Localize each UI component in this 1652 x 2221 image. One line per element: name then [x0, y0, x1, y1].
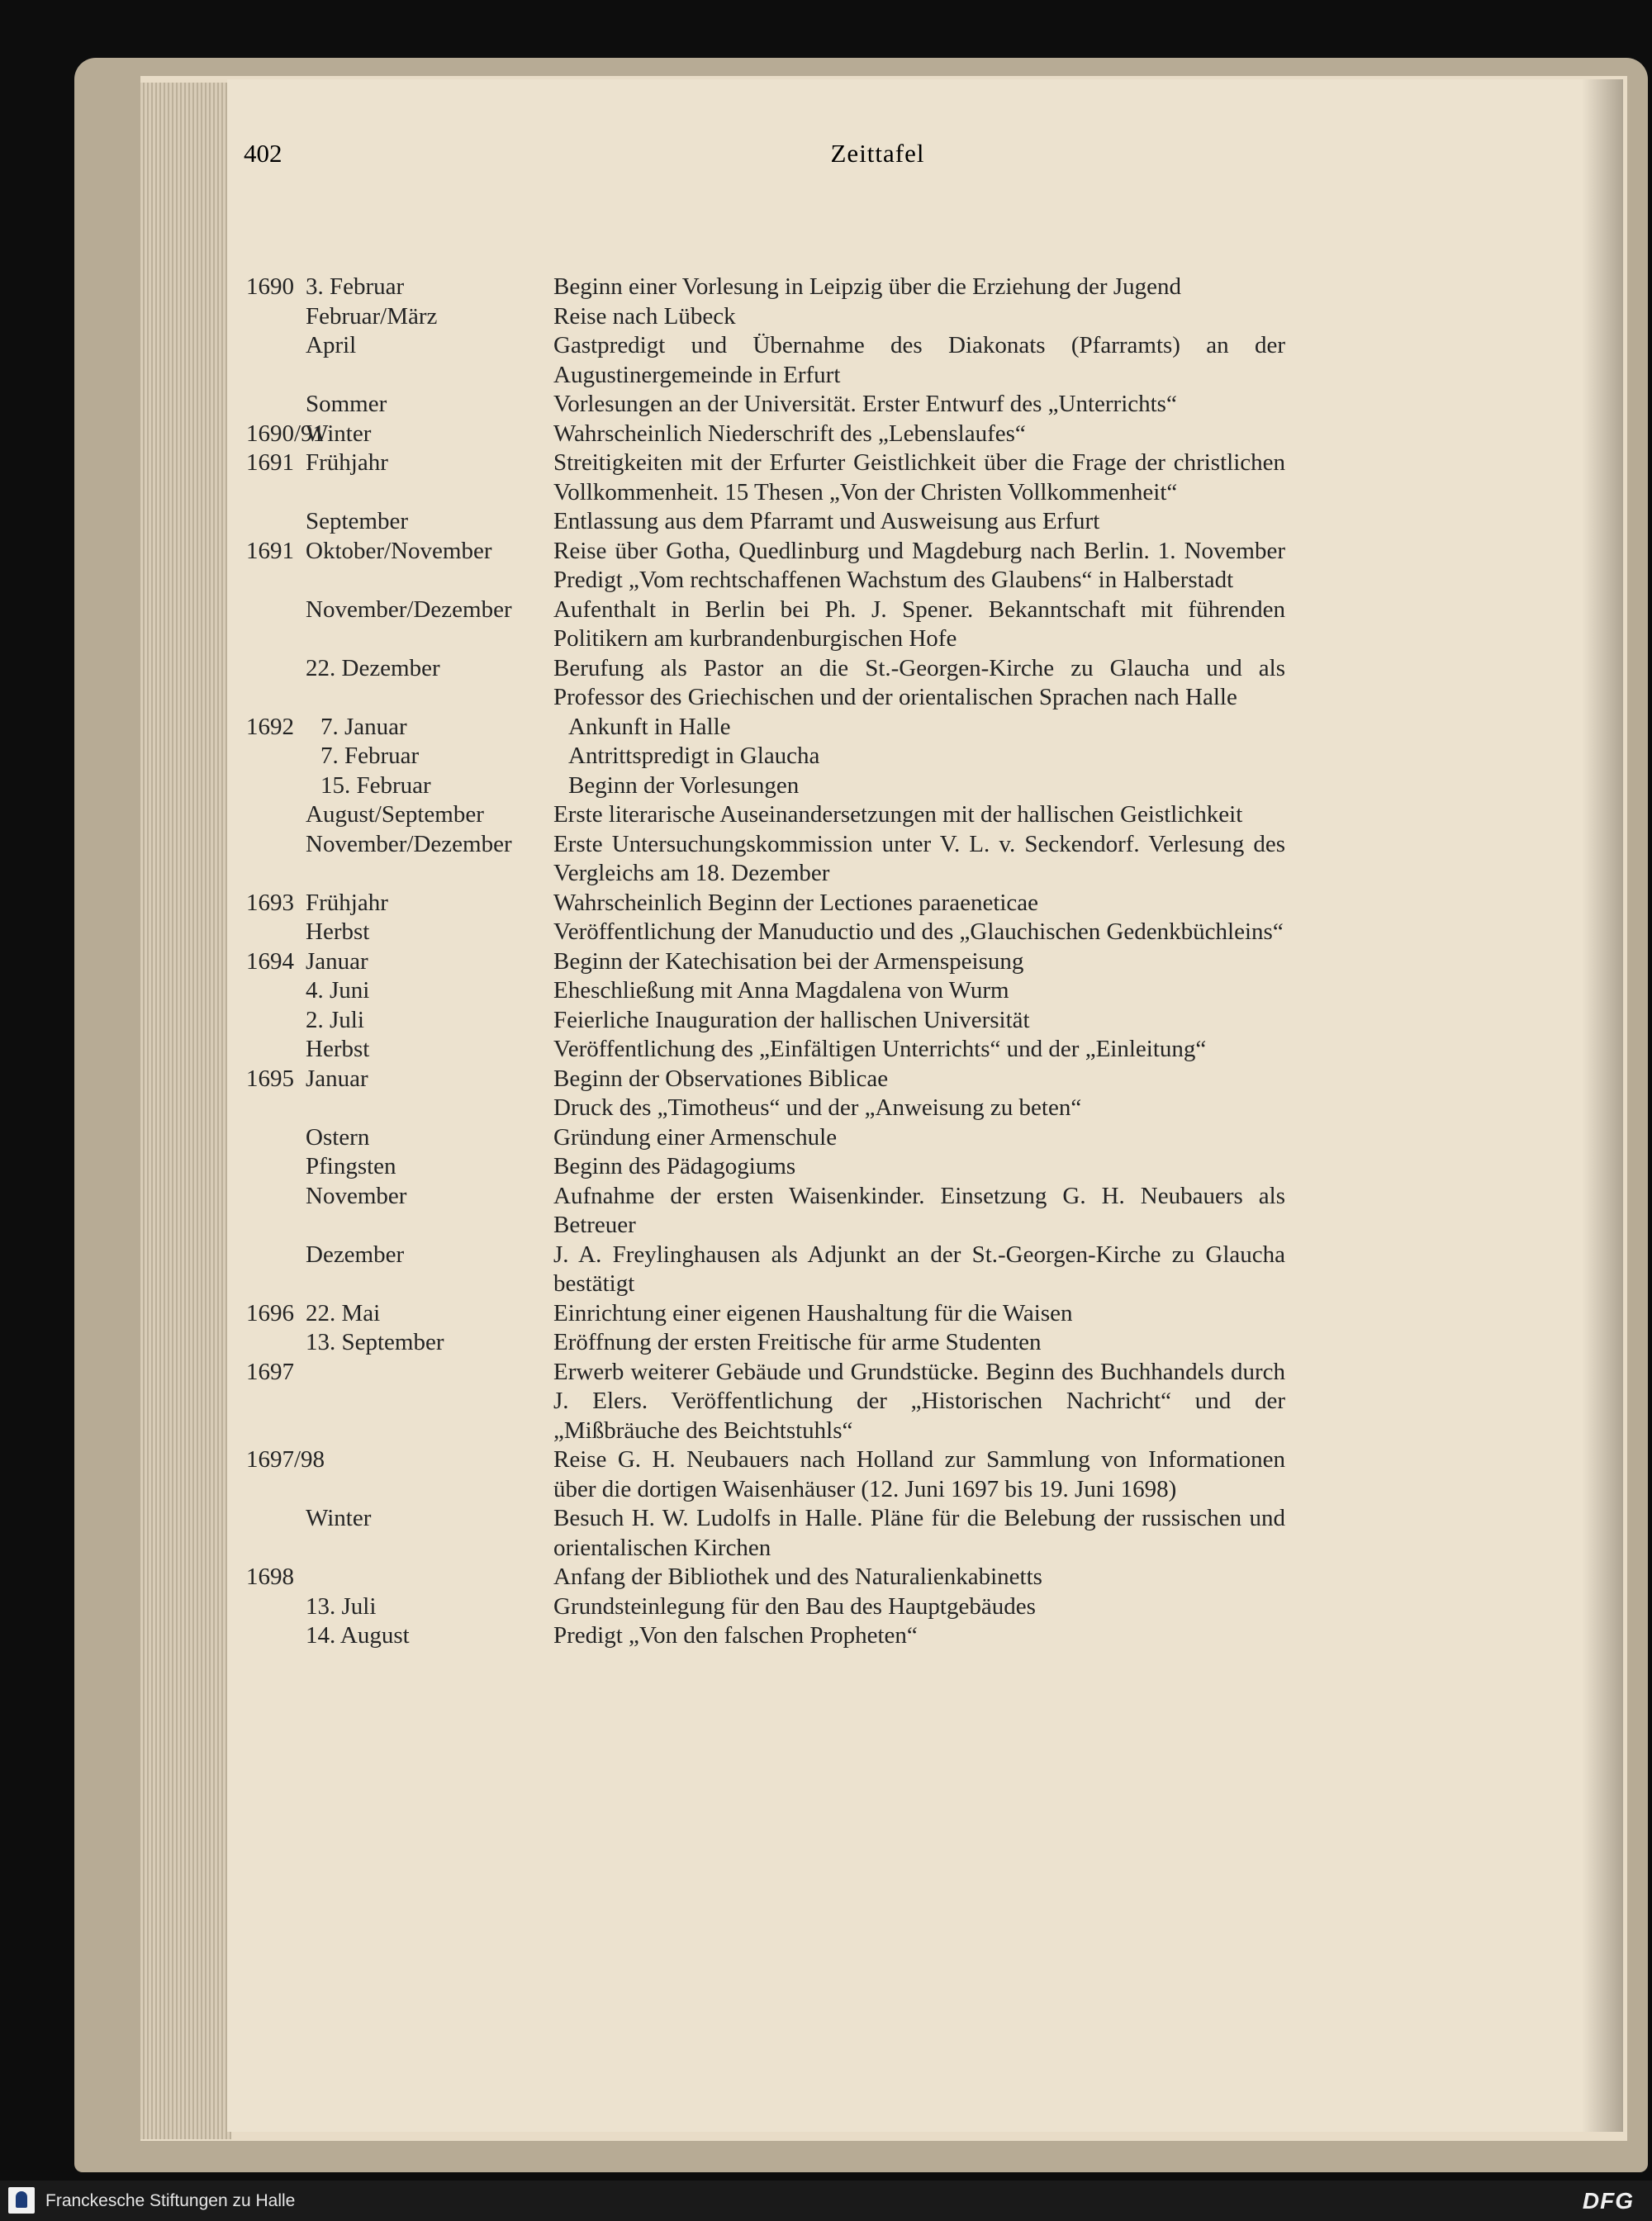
- gutter-shadow: [1582, 79, 1623, 2132]
- entry-date: Winter: [306, 420, 372, 447]
- entry-date: 22. Mai: [306, 1299, 381, 1326]
- entry-text: Gastpredigt und Übernahme des Diakonats (Pfarramts) an der Augustinergemeinde in Erfurt: [553, 332, 1285, 388]
- entry-date: Februar/März: [306, 302, 438, 330]
- entry-date: Sommer: [306, 391, 387, 417]
- timeline-entry: [246, 800, 1518, 830]
- entry-year: [246, 1621, 306, 1651]
- entry-year: 1698: [246, 1564, 294, 1590]
- entry-year: 1690: [246, 273, 294, 300]
- entry-year: 1693: [246, 889, 294, 916]
- entry-text: Aufnahme der ersten Waisenkinder. Einsetzung G. H. Neubauers als Betreuer: [553, 1182, 1285, 1238]
- entry-date: 2. Juli: [306, 1006, 364, 1033]
- timeline-entry: [246, 1241, 1518, 1299]
- entry-text: Berufung als Pastor an die St.-Georgen-Kirche zu Glaucha und als Professor des Griechischen und der orientalischen Sprachen nach Halle: [553, 654, 1285, 710]
- timeline-entry: [246, 918, 1518, 947]
- entry-text: Streitigkeiten mit der Erfurter Geistlichkeit über die Frage der christlichen Vollkommenheit. 15 Thesen „Von der Christen Vollkommenheit“: [553, 449, 1285, 505]
- page-header: [244, 139, 1512, 178]
- entry-date: [306, 1094, 553, 1123]
- entry-text: Reise über Gotha, Quedlinburg und Magdeburg nach Berlin. 1. November Predigt „Vom rechtschaffenen Wachstum des Glaubens“ in Halberstadt: [553, 537, 1285, 593]
- entry-date: 13. September: [306, 1329, 444, 1355]
- entry-date: November: [306, 1182, 407, 1209]
- timeline-entry: [246, 420, 1518, 449]
- timeline-entry: [246, 771, 1518, 801]
- timeline-entry: [246, 1328, 1518, 1358]
- entry-text: Aufenthalt in Berlin bei Ph. J. Spener. Bekanntschaft mit führenden Politikern am kurbrandenburgischen Hofe: [553, 596, 1285, 652]
- entry-text: Entlassung aus dem Pfarramt und Ausweisung aus Erfurt: [553, 508, 1100, 534]
- entry-text: Anfang der Bibliothek und des Naturalienkabinetts: [553, 1564, 1042, 1590]
- logo-shape-icon: [16, 2191, 27, 2208]
- entry-year: [246, 1182, 306, 1241]
- entry-text: Erwerb weiterer Gebäude und Grundstücke. Beginn des Buchhandels durch J. Elers. Veröffentlichung der „Historischen Nachricht“ und der „Mißbräuche des Beichtstuhls“: [553, 1358, 1285, 1444]
- entry-year: [246, 1504, 306, 1563]
- timeline-entry: [246, 976, 1518, 1006]
- timeline-entry: [246, 742, 1518, 771]
- entry-year: [246, 976, 306, 1006]
- page-number: 402: [244, 139, 282, 168]
- entry-text: Grundsteinlegung für den Bau des Hauptgebäudes: [553, 1592, 1036, 1620]
- entry-text: Reise nach Lübeck: [553, 302, 736, 330]
- timeline-entry: [246, 331, 1518, 390]
- timeline-entry: [246, 302, 1518, 332]
- timeline-entry: [246, 947, 1518, 977]
- timeline-entry: [246, 1035, 1518, 1065]
- entry-text: Erste literarische Auseinandersetzungen mit der hallischen Geistlichkeit: [553, 801, 1243, 828]
- timeline-entry: [246, 1358, 1518, 1446]
- entry-date: 7. Januar: [320, 713, 407, 740]
- timeline-entry: [246, 1182, 1518, 1241]
- entry-text: Gründung einer Armenschule: [553, 1123, 838, 1151]
- timeline-entry: [246, 273, 1518, 302]
- entry-year: 1694: [246, 947, 294, 975]
- entry-date: 14. August: [306, 1622, 410, 1649]
- entry-text: Einrichtung einer eigenen Haushaltung für die Waisen: [553, 1299, 1073, 1326]
- entry-year: [246, 830, 306, 889]
- entry-date: Januar: [306, 1065, 368, 1092]
- entry-text: Besuch H. W. Ludolfs in Halle. Pläne für die Belebung der russischen und orientalischen Kirchen: [553, 1505, 1285, 1561]
- entry-year: 1697: [246, 1358, 294, 1385]
- institution-name: Franckesche Stiftungen zu Halle: [45, 2191, 296, 2210]
- entry-year: [246, 1094, 306, 1123]
- entry-year: [246, 1592, 306, 1622]
- entry-date: [306, 1563, 553, 1592]
- entry-year: [246, 771, 306, 801]
- entry-date: Ostern: [306, 1123, 370, 1151]
- entry-text: Eröffnung der ersten Freitische für arme Studenten: [553, 1329, 1042, 1355]
- entry-year: [246, 742, 306, 771]
- entry-text: Feierliche Inauguration der hallischen Universität: [553, 1006, 1030, 1033]
- timeline-entry: [246, 1445, 1518, 1504]
- entry-date: Januar: [306, 947, 368, 975]
- timeline-entry: [246, 1094, 1518, 1123]
- entry-text: Veröffentlichung des „Einfältigen Unterrichts“ und der „Einleitung“: [553, 1036, 1207, 1062]
- entry-text: Beginn der Vorlesungen: [568, 771, 800, 799]
- entry-text: Predigt „Von den falschen Propheten“: [553, 1622, 918, 1649]
- entry-year: 1691: [246, 537, 294, 564]
- entry-date: November/Dezember: [306, 596, 512, 623]
- entry-text: Beginn des Pädagogiums: [553, 1153, 796, 1179]
- entry-date: 4. Juni: [306, 977, 370, 1004]
- entry-date: Herbst: [306, 918, 370, 945]
- entry-date: [306, 1358, 553, 1446]
- entry-text: Beginn der Katechisation bei der Armenspeisung: [553, 947, 1024, 975]
- entry-year: [246, 596, 306, 654]
- entry-text: Erste Untersuchungskommission unter V. L. v. Seckendorf. Verlesung des Vergleichs am 18. Dezember: [553, 830, 1285, 886]
- entry-text: Beginn der Observationes Biblicae: [553, 1065, 889, 1092]
- timeline-entry: [246, 830, 1518, 889]
- entry-year: 1696: [246, 1299, 294, 1326]
- entry-text: Beginn einer Vorlesung in Leipzig über die Erziehung der Jugend: [553, 273, 1181, 300]
- timeline-entry: [246, 596, 1518, 654]
- timeline-entry: [246, 1299, 1518, 1329]
- entry-year: [246, 1006, 306, 1036]
- timeline-entry: [246, 1563, 1518, 1592]
- entry-year: 1695: [246, 1065, 294, 1092]
- timeline-entry: [246, 654, 1518, 713]
- entry-year: [246, 302, 306, 332]
- entry-text: Reise G. H. Neubauers nach Holland zur Sammlung von Informationen über die dortigen Waisenhäuser (12. Juni 1697 bis 19. Juni 1698): [553, 1446, 1285, 1502]
- timeline-entry: [246, 1504, 1518, 1563]
- timeline-entry: [246, 713, 1518, 743]
- entry-year: [246, 654, 306, 713]
- timeline-entry: [246, 1621, 1518, 1651]
- entry-date: August/September: [306, 801, 484, 828]
- timeline-entry: [246, 1592, 1518, 1622]
- entry-text: Druck des „Timotheus“ und der „Anweisung zu beten“: [553, 1094, 1082, 1121]
- timeline-entry: [246, 1152, 1518, 1182]
- entry-date: Pfingsten: [306, 1153, 396, 1179]
- entry-year: 1690/91: [246, 420, 325, 447]
- entry-date: Winter: [306, 1505, 372, 1531]
- entry-year: [246, 507, 306, 537]
- entry-text: Eheschließung mit Anna Magdalena von Wurm: [553, 977, 1009, 1004]
- timeline-entry: [246, 537, 1518, 596]
- entry-date: Frühjahr: [306, 449, 388, 476]
- entry-date: September: [306, 508, 409, 534]
- timeline-entry: [246, 507, 1518, 537]
- entry-year: [246, 1328, 306, 1358]
- entry-text: Vorlesungen an der Universität. Erster Entwurf des „Unterrichts“: [553, 391, 1177, 417]
- entry-date: November/Dezember: [306, 830, 512, 857]
- entry-year: [246, 800, 306, 830]
- entry-date: [306, 1445, 553, 1504]
- entry-text: Antrittspredigt in Glaucha: [568, 743, 820, 769]
- entry-year: 1697/98: [246, 1446, 325, 1473]
- entry-date: Herbst: [306, 1036, 370, 1062]
- viewer-footer: [0, 2181, 1652, 2221]
- entry-year: [246, 918, 306, 947]
- timeline-entry: [246, 1006, 1518, 1036]
- timeline-entry: [246, 1065, 1518, 1094]
- entry-date: 3. Februar: [306, 273, 405, 300]
- entry-date: 15. Februar: [320, 771, 431, 799]
- entry-date: Dezember: [306, 1241, 405, 1268]
- entry-date: April: [306, 332, 357, 358]
- entry-text: J. A. Freylinghausen als Adjunkt an der St.-Georgen-Kirche zu Glaucha bestätigt: [553, 1241, 1285, 1297]
- entry-year: [246, 1152, 306, 1182]
- entry-text: Wahrscheinlich Beginn der Lectiones paraeneticae: [553, 889, 1039, 916]
- timeline-entry: [246, 448, 1518, 507]
- entry-text: Wahrscheinlich Niederschrift des „Lebenslaufes“: [553, 420, 1026, 447]
- timeline-entry: [246, 889, 1518, 918]
- entry-year: [246, 1123, 306, 1153]
- dfg-logo: DFG: [1582, 2188, 1634, 2214]
- entry-date: 22. Dezember: [306, 654, 440, 681]
- timeline-table: [246, 273, 1518, 1651]
- entry-year: [246, 331, 306, 390]
- institution-logo-icon: [8, 2187, 35, 2214]
- entry-date: Frühjahr: [306, 889, 388, 916]
- entry-date: 13. Juli: [306, 1592, 377, 1620]
- entry-text: Veröffentlichung der Manuductio und des „Glauchischen Gedenkbüchleins“: [553, 918, 1284, 945]
- entry-year: [246, 1241, 306, 1299]
- entry-year: 1691: [246, 449, 294, 476]
- entry-date: Oktober/November: [306, 537, 492, 564]
- entry-year: [246, 1035, 306, 1065]
- running-title: Zeittafel: [830, 139, 925, 168]
- entry-year: [246, 390, 306, 420]
- timeline-entry: [246, 1123, 1518, 1153]
- fore-edge: [140, 83, 231, 2139]
- entry-year: 1692: [246, 713, 294, 740]
- timeline-entry: [246, 390, 1518, 420]
- entry-date: 7. Februar: [320, 743, 420, 769]
- entry-text: Ankunft in Halle: [568, 713, 731, 740]
